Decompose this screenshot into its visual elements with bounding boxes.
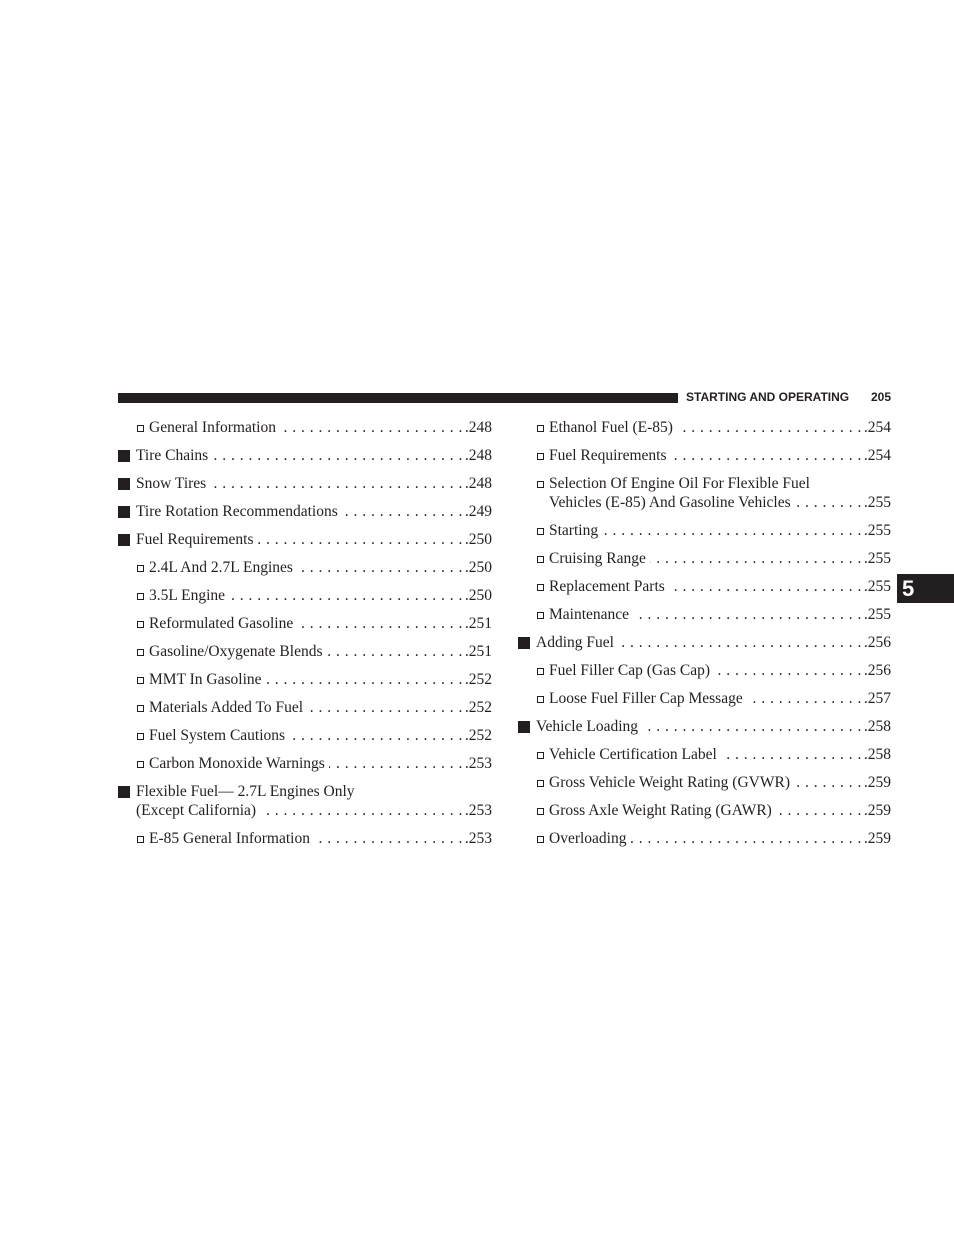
dot-leader	[677, 418, 862, 437]
hollow-square-bullet-icon	[137, 677, 144, 684]
toc-entry-title: 2.4L And 2.7L Engines	[149, 559, 293, 576]
toc-entry-page: .250	[464, 559, 492, 576]
dot-leader	[630, 829, 861, 848]
toc-entry[interactable]	[118, 670, 492, 689]
dot-leader	[260, 801, 463, 820]
dot-leader	[747, 689, 862, 708]
toc-entry[interactable]	[118, 726, 492, 745]
hollow-square-bullet-icon	[537, 425, 544, 432]
toc-entry[interactable]	[518, 577, 891, 596]
hollow-square-bullet-icon	[537, 668, 544, 675]
chapter-tab	[897, 574, 954, 603]
toc-entry[interactable]	[518, 745, 891, 764]
toc-entry[interactable]	[518, 801, 891, 820]
dot-leader	[326, 642, 462, 661]
hollow-square-bullet-icon	[537, 528, 544, 535]
dot-leader	[212, 446, 463, 465]
toc-entry[interactable]	[518, 829, 891, 848]
toc-entry[interactable]	[118, 530, 492, 549]
toc-entry[interactable]	[118, 502, 492, 521]
toc-entry[interactable]	[518, 521, 891, 540]
running-header	[686, 390, 891, 404]
toc-entry-title: Replacement Parts	[549, 578, 665, 595]
toc-entry-page: .250	[464, 531, 492, 548]
toc-entry-page: .250	[464, 587, 492, 604]
header-rule	[118, 393, 678, 403]
toc-entry[interactable]	[518, 633, 891, 652]
toc-entry-page: .256	[863, 634, 891, 651]
section-title: STARTING AND OPERATING	[686, 390, 850, 404]
toc-entry-title: Fuel Requirements	[549, 447, 667, 464]
toc-entry-title: Materials Added To Fuel	[149, 699, 304, 716]
hollow-square-bullet-icon	[137, 621, 144, 628]
toc-entry-page: .254	[863, 447, 891, 464]
toc-entry-title: Reformulated Gasoline	[149, 615, 294, 632]
dot-leader	[602, 521, 862, 540]
dot-leader	[671, 446, 862, 465]
toc-entry-title: (Except California)	[136, 802, 257, 819]
toc-entry[interactable]	[518, 605, 891, 624]
dot-leader	[314, 829, 463, 848]
filled-square-bullet-icon	[118, 450, 130, 462]
dot-leader	[297, 614, 463, 633]
toc-entry-title: Fuel Filler Cap (Gas Cap)	[549, 662, 711, 679]
toc-entry-page: .258	[863, 718, 891, 735]
toc-entry[interactable]	[118, 586, 492, 605]
toc-entry-page: .256	[863, 662, 891, 679]
toc-entry-title: Gross Axle Weight Rating (GAWR)	[549, 802, 772, 819]
toc-entry-page: .255	[863, 578, 891, 595]
dot-leader	[258, 530, 463, 549]
dot-leader	[642, 717, 862, 736]
toc-entry[interactable]	[518, 717, 891, 736]
toc-entry-page: .259	[863, 830, 891, 847]
filled-square-bullet-icon	[518, 637, 530, 649]
toc-entry-title: Gasoline/Oxygenate Blends	[149, 643, 323, 660]
toc-entry-page: .251	[464, 643, 492, 660]
dot-leader	[714, 661, 862, 680]
toc-entry-title: Fuel Requirements	[136, 531, 254, 548]
toc-entry-title: General Information	[149, 419, 276, 436]
dot-leader	[721, 745, 862, 764]
toc-entry-title: 3.5L Engine	[149, 587, 226, 604]
toc-entry-title: Adding Fuel	[536, 634, 614, 651]
toc-entry-title: Maintenance	[549, 606, 630, 623]
toc-entry-page: .258	[863, 746, 891, 763]
page-number: 205	[870, 390, 891, 404]
toc-entry[interactable]	[118, 474, 492, 493]
toc-entry-title: Vehicle Loading	[536, 718, 639, 735]
toc-entry-page: .255	[863, 550, 891, 567]
filled-square-bullet-icon	[518, 721, 530, 733]
toc-entry-page: .259	[863, 774, 891, 791]
dot-leader	[210, 474, 463, 493]
toc-entry[interactable]	[118, 418, 492, 437]
toc-entry-title: Overloading	[549, 830, 627, 847]
hollow-square-bullet-icon	[537, 556, 544, 563]
toc-entry[interactable]	[118, 558, 492, 577]
toc-entry-title: Vehicles (E-85) And Gasoline Vehicles	[549, 494, 791, 511]
hollow-square-bullet-icon	[537, 696, 544, 703]
toc-entry[interactable]	[518, 446, 891, 465]
toc-entry-page: .248	[464, 475, 492, 492]
filled-square-bullet-icon	[118, 478, 130, 490]
dot-leader	[229, 586, 463, 605]
toc-entry-title: Loose Fuel Filler Cap Message	[549, 690, 743, 707]
hollow-square-bullet-icon	[537, 780, 544, 787]
dot-leader	[266, 670, 463, 689]
toc-entry-page: .257	[863, 690, 891, 707]
toc-entry-page: .259	[863, 802, 891, 819]
toc-entry[interactable]	[518, 689, 891, 708]
hollow-square-bullet-icon	[137, 761, 144, 768]
toc-entry-page: .248	[464, 419, 492, 436]
toc-entry[interactable]	[118, 698, 492, 717]
dot-leader	[618, 633, 862, 652]
toc-entry-title: Ethanol Fuel (E-85)	[549, 419, 673, 436]
chapter-number: 5	[902, 575, 915, 601]
toc-entry-title: Flexible Fuel— 2.7L Engines Only	[136, 783, 355, 800]
toc-entry-title: Cruising Range	[549, 550, 646, 567]
toc-entry-title: Snow Tires	[136, 475, 207, 492]
toc-entry-title: Carbon Monoxide Warnings	[149, 755, 325, 772]
toc-entry-page: .252	[464, 727, 492, 744]
toc-entry-title: Tire Rotation Recommendations	[136, 503, 338, 520]
hollow-square-bullet-icon	[537, 752, 544, 759]
dot-leader	[795, 493, 862, 512]
dot-leader	[669, 577, 862, 596]
toc-entry[interactable]	[118, 446, 492, 465]
toc-entry-title: Tire Chains	[136, 447, 209, 464]
toc-entry-page: .251	[464, 615, 492, 632]
toc-entry-title: Selection Of Engine Oil For Flexible Fuel	[549, 475, 810, 492]
toc-entry-page: .253	[464, 755, 492, 772]
hollow-square-bullet-icon	[137, 836, 144, 843]
toc-entry-title: Gross Vehicle Weight Rating (GVWR)	[549, 774, 790, 791]
hollow-square-bullet-icon	[137, 705, 144, 712]
toc-entry[interactable]	[518, 418, 891, 437]
toc-entry[interactable]	[118, 829, 492, 848]
filled-square-bullet-icon	[118, 506, 130, 518]
toc-entry-page: .252	[464, 671, 492, 688]
toc-entry-title: MMT In Gasoline	[149, 671, 262, 688]
toc-entry[interactable]	[118, 614, 492, 633]
filled-square-bullet-icon	[118, 786, 130, 798]
hollow-square-bullet-icon	[537, 808, 544, 815]
hollow-square-bullet-icon	[537, 836, 544, 843]
hollow-square-bullet-icon	[137, 593, 144, 600]
dot-leader	[776, 801, 862, 820]
dot-leader	[307, 698, 463, 717]
filled-square-bullet-icon	[118, 534, 130, 546]
toc-entry[interactable]	[118, 782, 492, 820]
dot-leader	[329, 754, 463, 773]
toc-entry-page: .252	[464, 699, 492, 716]
dot-leader	[297, 558, 463, 577]
toc-entry-page: .255	[863, 522, 891, 539]
dot-leader	[794, 773, 862, 792]
hollow-square-bullet-icon	[537, 481, 544, 488]
hollow-square-bullet-icon	[537, 584, 544, 591]
dot-leader	[289, 726, 463, 745]
toc-entry-page: .254	[863, 419, 891, 436]
toc-entry-title: Fuel System Cautions	[149, 727, 286, 744]
hollow-square-bullet-icon	[137, 425, 144, 432]
dot-leader	[633, 605, 862, 624]
toc-entry-page: .255	[863, 494, 891, 511]
dot-leader	[342, 502, 463, 521]
hollow-square-bullet-icon	[137, 733, 144, 740]
toc-entry[interactable]	[518, 773, 891, 792]
toc-entry-page: .253	[464, 830, 492, 847]
toc-entry-title: Vehicle Certification Label	[549, 746, 717, 763]
toc-entry[interactable]	[518, 474, 891, 512]
toc-entry-page: .249	[464, 503, 492, 520]
toc-entry-page: .255	[863, 606, 891, 623]
toc-entry[interactable]	[518, 661, 891, 680]
toc-entry-title: E-85 General Information	[149, 830, 310, 847]
hollow-square-bullet-icon	[537, 612, 544, 619]
dot-leader	[280, 418, 463, 437]
toc-entry-title: Starting	[549, 522, 599, 539]
toc-entry[interactable]	[518, 549, 891, 568]
hollow-square-bullet-icon	[537, 453, 544, 460]
toc-entry[interactable]	[118, 642, 492, 661]
toc-entry[interactable]	[118, 754, 492, 773]
hollow-square-bullet-icon	[137, 649, 144, 656]
dot-leader	[650, 549, 862, 568]
toc-entry-page: .248	[464, 447, 492, 464]
hollow-square-bullet-icon	[137, 565, 144, 572]
toc-entry-page: .253	[464, 802, 492, 819]
